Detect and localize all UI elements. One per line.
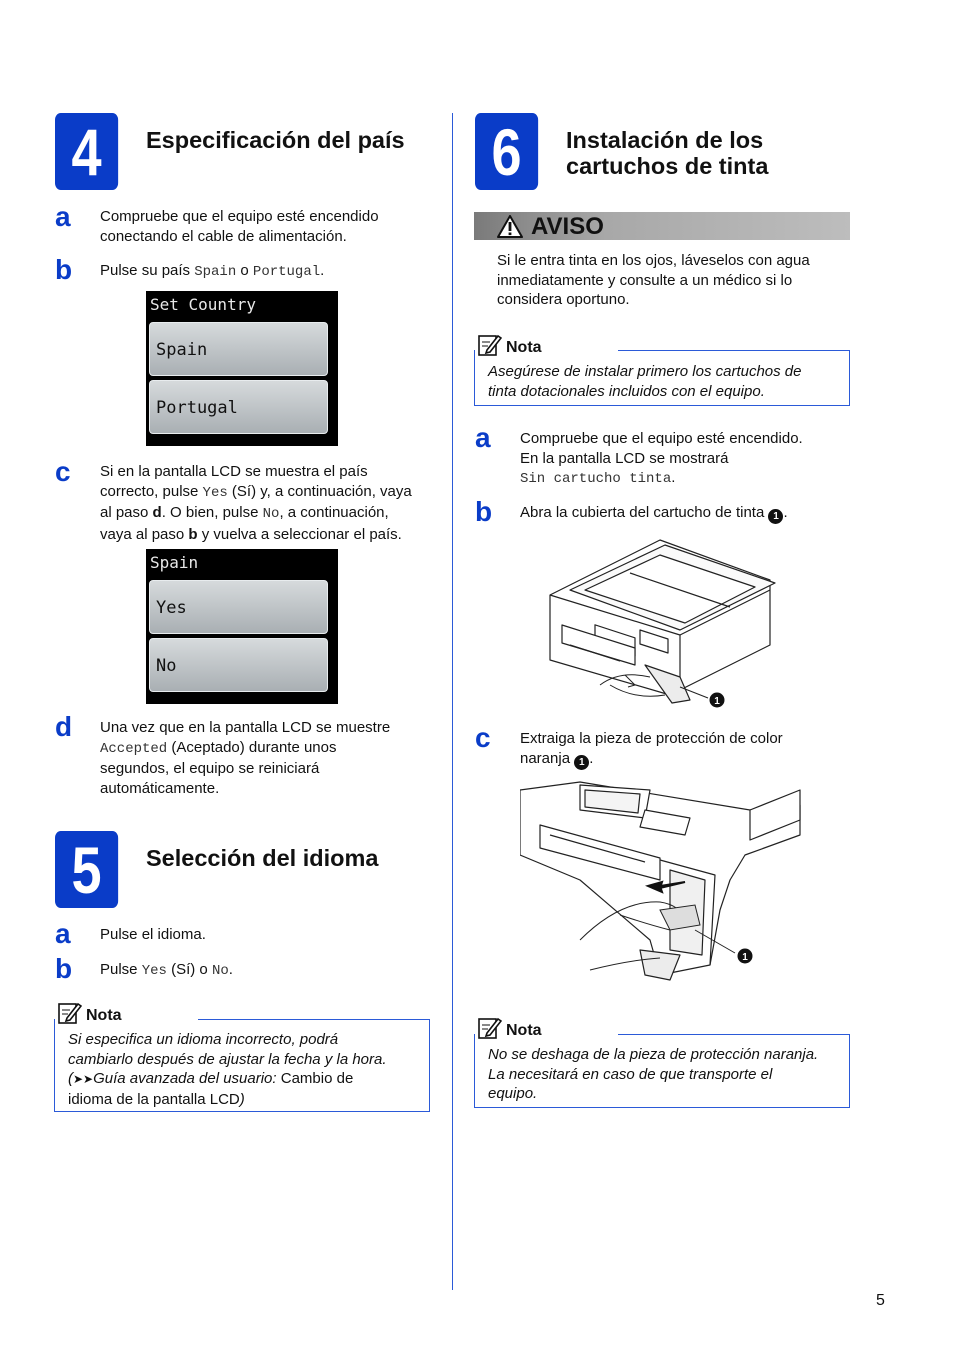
text-line: vaya al paso b y vuelva a seleccionar el país. [100,525,402,543]
text-line: Compruebe que el equipo esté encendido [100,208,379,225]
double-arrow-icon: ➤➤ [73,1072,94,1086]
page-number: 5 [876,1292,885,1309]
figure-callout: 1 [742,952,748,963]
nota-label: Nota [506,1022,542,1039]
step-number-6: 6 [475,113,538,190]
lcd-title: Spain [150,553,199,572]
substep-letter-6c: c [475,722,491,753]
substep-letter-4b: b [55,254,73,285]
substep-letter-4d: d [55,711,73,742]
substep-text-5a: Pulse el idioma. [100,926,206,943]
substep-letter-5b: b [55,953,73,984]
text-run: o [236,262,253,279]
step-title-5: Selección del idioma [146,845,379,871]
substep-text-4c [100,462,435,544]
substep-letter-4c: c [55,456,71,487]
printer-illustration [540,535,790,715]
column-divider [452,113,453,1290]
substep-text-4b [100,261,324,283]
substep-text-4a [100,207,379,246]
nota-text: No se deshaga de la pieza de protección naranja. La necesitará en caso de que transporte el equipo. [488,1046,819,1102]
text-run: Pulse su país [100,262,195,279]
lcd-button-portugal[interactable]: Portugal [149,380,328,434]
text-line: Si en la pantalla LCD se muestra el país [100,463,368,480]
callout-1: 1 [574,755,589,770]
nota-label: Nota [506,339,542,356]
text-line: Una vez que en la pantalla LCD se muestre [100,719,391,736]
substep-text-6b: Abra la cubierta del cartucho de tinta 1 . [520,504,788,522]
mono-portugal: Portugal [252,264,321,280]
text-line: automáticamente. [100,779,220,797]
mono-spain: Spain [194,264,237,280]
substep-letter-6b: b [475,496,493,527]
aviso-label: AVISO [531,213,604,240]
protection-piece-illustration [520,780,805,992]
step-title-6: Instalación de los cartuchos de tinta [566,127,769,179]
text-line: al paso d. O bien, pulse No, a continuación, [100,504,389,522]
text-line: segundos, el equipo se reiniciará [100,760,320,777]
aviso-text: Si le entra tinta en los ojos, láveselos con agua inmediatamente y consulte a un médico si lo considera oportuno. [497,252,810,308]
substep-letter-5a: a [55,918,71,949]
substep-letter-6a: a [475,422,491,453]
nota-label: Nota [86,1007,122,1024]
lcd-button-spain[interactable]: Spain [149,322,328,376]
callout-1: 1 [768,509,783,524]
step-number-5: 5 [55,831,118,908]
text-line: correcto, pulse Yes (Sí) y, a continuación, vaya [100,482,412,501]
substep-text-6c: Extraiga la pieza de protección de color naranja 1 . [520,730,783,768]
lcd-screen-set-country [146,291,338,446]
substep-text-6a: Compruebe que el equipo esté encendido. En la pantalla LCD se mostrará Sin cartucho tinta. [520,430,803,487]
warning-icon [497,215,523,238]
nota-text: Asegúrese de instalar primero los cartuchos de tinta dotacionales incluidos con el equipo. [488,363,802,400]
lcd-button-no[interactable]: No [149,638,328,692]
nota-text: Si especifica un idioma incorrecto, podrá cambiarlo después de ajustar la fecha y la hora. (➤➤Guía avanzada del usuario: Cambio de idioma de la pantalla LCD) [68,1031,387,1108]
substep-letter-4a: a [55,201,71,232]
text-run: . [320,262,325,279]
aviso-bar [474,212,850,240]
substep-text-4d [100,718,390,798]
lcd-screen-spain [146,549,338,704]
step-number-4: 4 [55,113,118,190]
lcd-button-yes[interactable]: Yes [149,580,328,634]
lcd-title: Set Country [150,295,256,314]
step-title-4: Especificación del país [146,127,405,153]
text-line: conectando el cable de alimentación. [100,227,347,245]
text-line: Accepted (Aceptado) durante unos [100,738,337,757]
substep-text-5b: Pulse Yes (Sí) o No. [100,961,233,979]
figure-callout: 1 [714,696,720,707]
